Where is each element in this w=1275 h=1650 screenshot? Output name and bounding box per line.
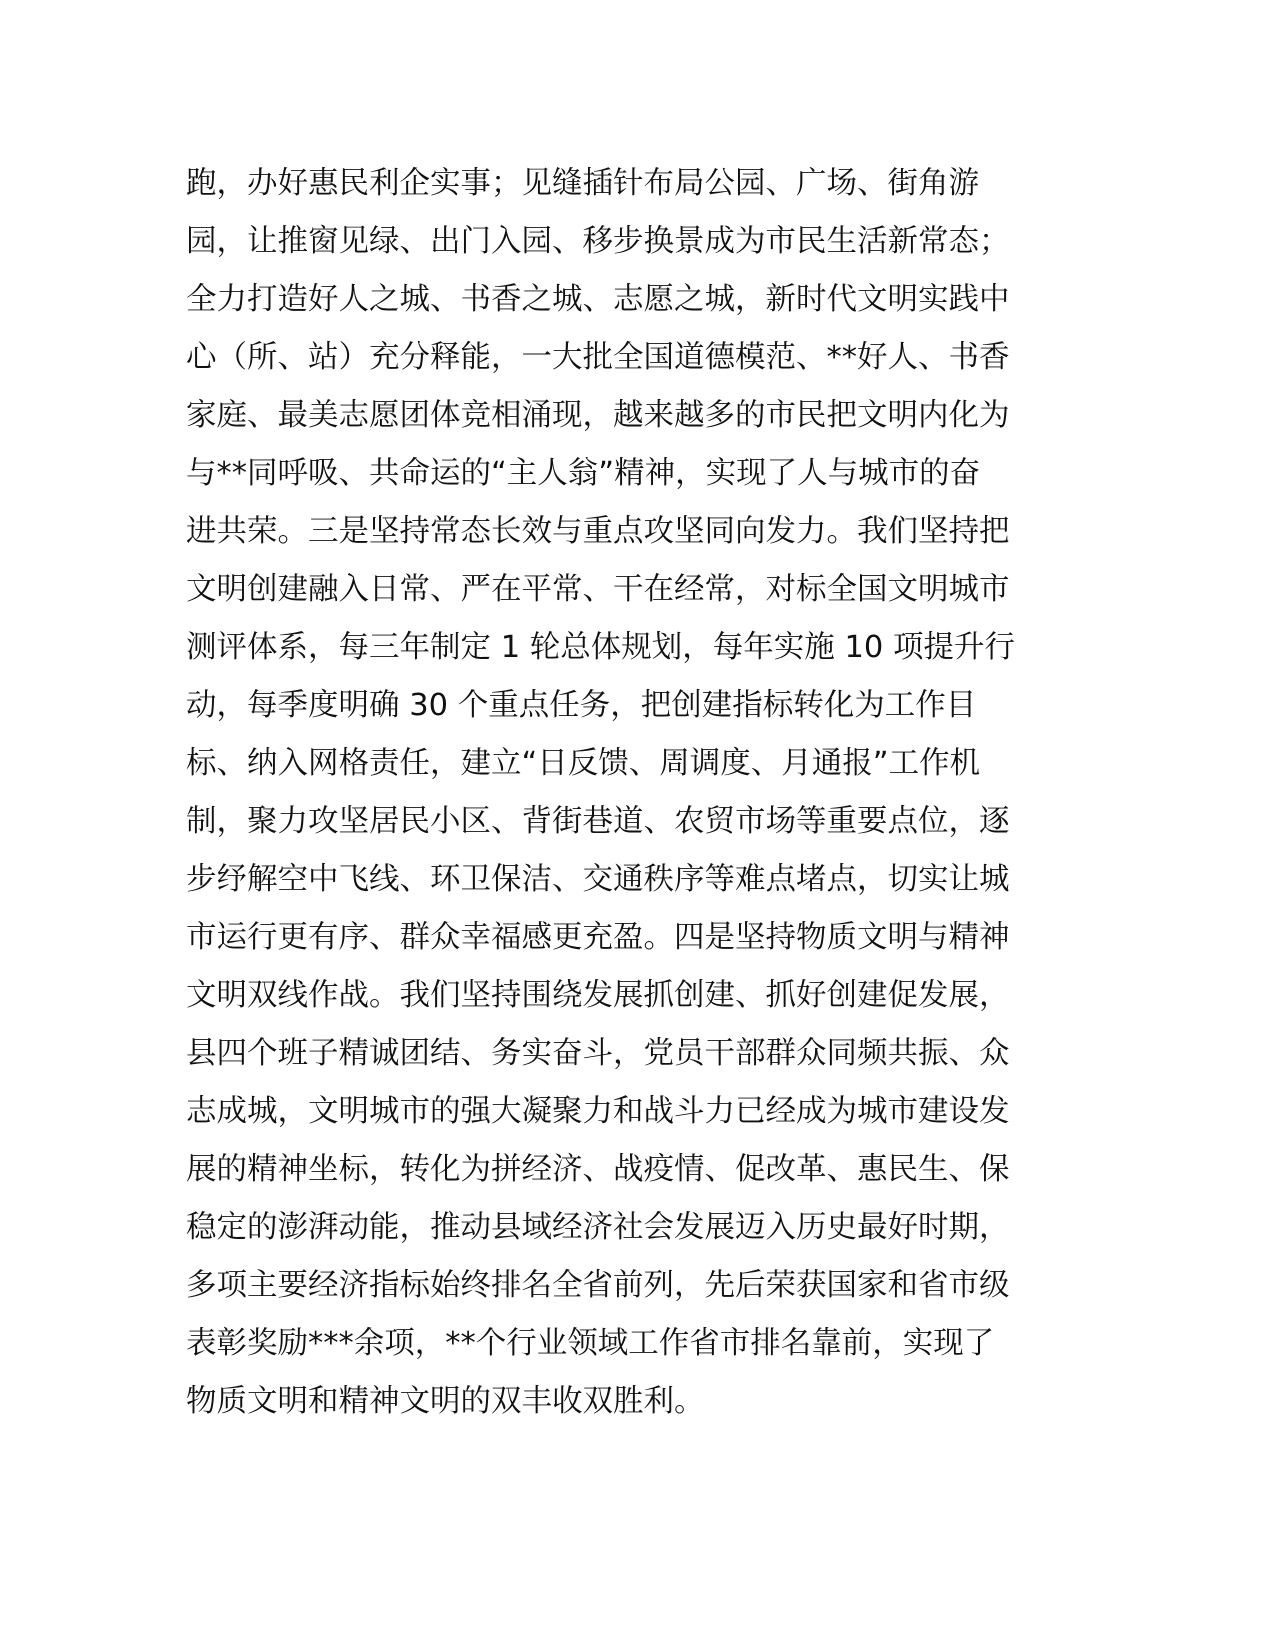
text-line: 标、纳入网格责任，建立“日反馈、周调度、月通报”工作机	[186, 746, 981, 781]
body-paragraph	[186, 155, 1086, 1431]
text-line: 全力打造好人之城、书香之城、志愿之城，新时代文明实践中	[186, 282, 1010, 317]
text-line: 表彰奖励***余项，**个行业领域工作省市排名靠前，实现了	[186, 1326, 995, 1361]
text-line: 心（所、站）充分释能，一大批全国道德模范、**好人、书香	[186, 340, 1010, 375]
text-line: 文明创建融入日常、严在平常、干在经常，对标全国文明城市	[186, 572, 1010, 607]
text-line: 多项主要经济指标始终排名全省前列，先后荣获国家和省市级	[186, 1268, 1010, 1303]
text-line: 跑，办好惠民利企实事；见缝插针布局公园、广场、街角游	[186, 166, 979, 201]
text-line: 物质文明和精神文明的双丰收双胜利。	[186, 1384, 705, 1419]
text-line: 与**同呼吸、共命运的“主人翁”精神，实现了人与城市的奋	[186, 456, 981, 491]
text-line: 动，每季度明确 30 个重点任务，把创建指标转化为工作目	[186, 688, 977, 723]
text-line: 县四个班子精诚团结、务实奋斗，党员干部群众同频共振、众	[186, 1036, 1010, 1071]
text-line: 志成城，文明城市的强大凝聚力和战斗力已经成为城市建设发	[186, 1094, 1010, 1129]
text-line: 展的精神坐标，转化为拼经济、战疫情、促改革、惠民生、保	[186, 1152, 1010, 1187]
text-line: 家庭、最美志愿团体竞相涌现，越来越多的市民把文明内化为	[186, 398, 1010, 433]
text-line: 市运行更有序、群众幸福感更充盈。四是坚持物质文明与精神	[186, 920, 1010, 955]
text-line: 测评体系，每三年制定 1 轮总体规划，每年实施 10 项提升行	[186, 630, 1015, 665]
text-line: 文明双线作战。我们坚持围绕发展抓创建、抓好创建促发展，	[186, 978, 1010, 1013]
text-line: 进共荣。三是坚持常态长效与重点攻坚同向发力。我们坚持把	[186, 514, 1010, 549]
text-line: 步纾解空中飞线、环卫保洁、交通秩序等难点堵点，切实让城	[186, 862, 1010, 897]
text-line: 园，让推窗见绿、出门入园、移步换景成为市民生活新常态；	[186, 224, 1010, 259]
text-line: 制，聚力攻坚居民小区、背街巷道、农贸市场等重要点位，逐	[186, 804, 1010, 839]
text-line: 稳定的澎湃动能，推动县域经济社会发展迈入历史最好时期，	[186, 1210, 1010, 1245]
